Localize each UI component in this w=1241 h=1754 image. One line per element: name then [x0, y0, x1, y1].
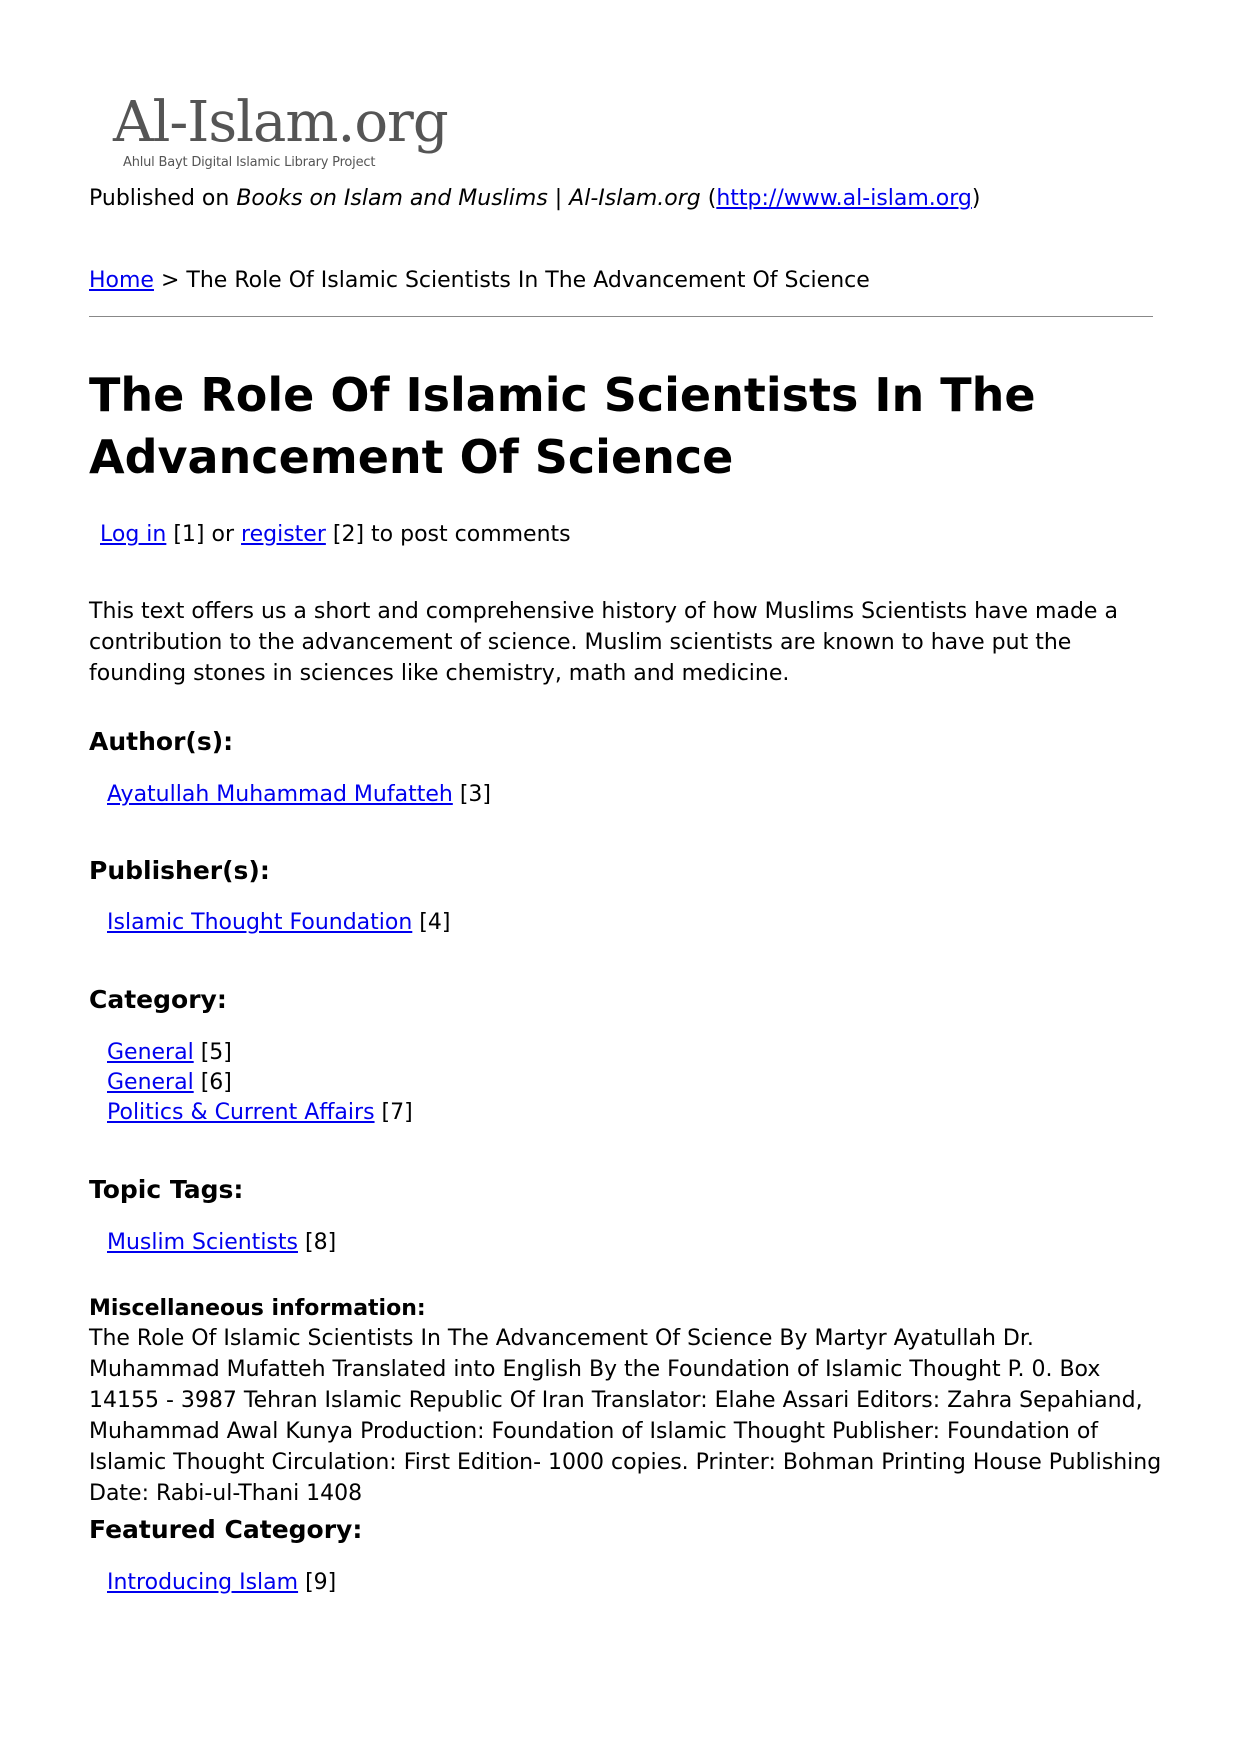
author-item: [107, 782, 491, 807]
category-label: Category:: [89, 985, 227, 1014]
breadcrumb-home-link[interactable]: Home: [89, 268, 154, 293]
comments-notice: [100, 522, 571, 547]
author-ref: [3]: [459, 782, 491, 807]
featured-category-ref: [9]: [305, 1570, 337, 1595]
logo-wordmark: Al-Islam.org: [113, 90, 448, 155]
comments-suffix: to post comments: [371, 522, 571, 547]
header-divider: [89, 316, 1153, 317]
category-item: [107, 1070, 232, 1095]
site-logo[interactable]: [113, 92, 473, 178]
category-link[interactable]: Politics & Current Affairs: [107, 1100, 375, 1125]
featured-category-item: [107, 1570, 336, 1595]
topic-tags-label: Topic Tags:: [89, 1175, 244, 1204]
login-link[interactable]: Log in: [100, 522, 167, 547]
category-link[interactable]: General: [107, 1040, 194, 1065]
featured-category-link[interactable]: Introducing Islam: [107, 1570, 299, 1595]
publisher-ref: [4]: [419, 910, 451, 935]
publisher-item: [107, 910, 450, 935]
category-item: [107, 1100, 413, 1125]
published-on-line: [89, 186, 980, 211]
misc-info-text: The Role Of Islamic Scientists In The Advancement Of Science By Martyr Ayatullah Dr. Muhammad Mufatteh Translated into English By the Foundation of Islamic Thought P. 0. Box 14155 - 3987 Tehran Islamic Republic Of Iran Translator: Elahe Assari Editors: Zahra Sepahiand, Muhammad Awal Kunya Production: Foundation of Islamic Thought Publisher: Foundation of Islamic Thought Circulation: First Edition- 1000 copies. Printer: Bohman Printing House Publishing Date: Rabi-ul-Thani 1408: [89, 1326, 1162, 1506]
published-close-paren: ): [971, 186, 981, 211]
published-source: Books on Islam and Muslims | Al-Islam.org: [236, 186, 701, 211]
register-ref: [2]: [332, 522, 365, 547]
category-link[interactable]: General: [107, 1070, 194, 1095]
authors-label: Author(s):: [89, 727, 234, 756]
category-ref: [7]: [381, 1100, 413, 1125]
comments-or: or: [211, 522, 235, 547]
login-ref: [1]: [173, 522, 205, 547]
topic-tag-link[interactable]: Muslim Scientists: [107, 1230, 298, 1255]
featured-category-label: Featured Category:: [89, 1515, 363, 1544]
misc-info-label: Miscellaneous information:: [89, 1296, 426, 1321]
published-prefix: Published on: [89, 186, 230, 211]
book-summary: This text offers us a short and comprehensive history of how Muslims Scientists have made a contribution to the advancement of science. Muslim scientists are known to have put the founding stones in sciences like chemistry, math and medicine.: [89, 599, 1118, 686]
published-open-paren: (: [707, 186, 717, 211]
publishers-label: Publisher(s):: [89, 856, 270, 885]
category-item: [107, 1040, 232, 1065]
site-url-link[interactable]: http://www.al-islam.org: [716, 186, 972, 211]
topic-tag-item: [107, 1230, 336, 1255]
category-ref: [5]: [200, 1040, 232, 1065]
page-title: The Role Of Islamic Scientists In The Advancement Of Science: [89, 368, 1036, 484]
breadcrumb-current: The Role Of Islamic Scientists In The Advancement Of Science: [186, 268, 870, 293]
topic-tag-ref: [8]: [304, 1230, 337, 1255]
breadcrumb-separator: >: [160, 268, 180, 293]
publisher-link[interactable]: Islamic Thought Foundation: [107, 910, 413, 935]
logo-tagline: Ahlul Bayt Digital Islamic Library Project: [123, 155, 376, 170]
breadcrumb: [89, 268, 870, 293]
author-link[interactable]: Ayatullah Muhammad Mufatteh: [107, 782, 453, 807]
category-ref: [6]: [200, 1070, 232, 1095]
register-link[interactable]: register: [241, 522, 326, 547]
